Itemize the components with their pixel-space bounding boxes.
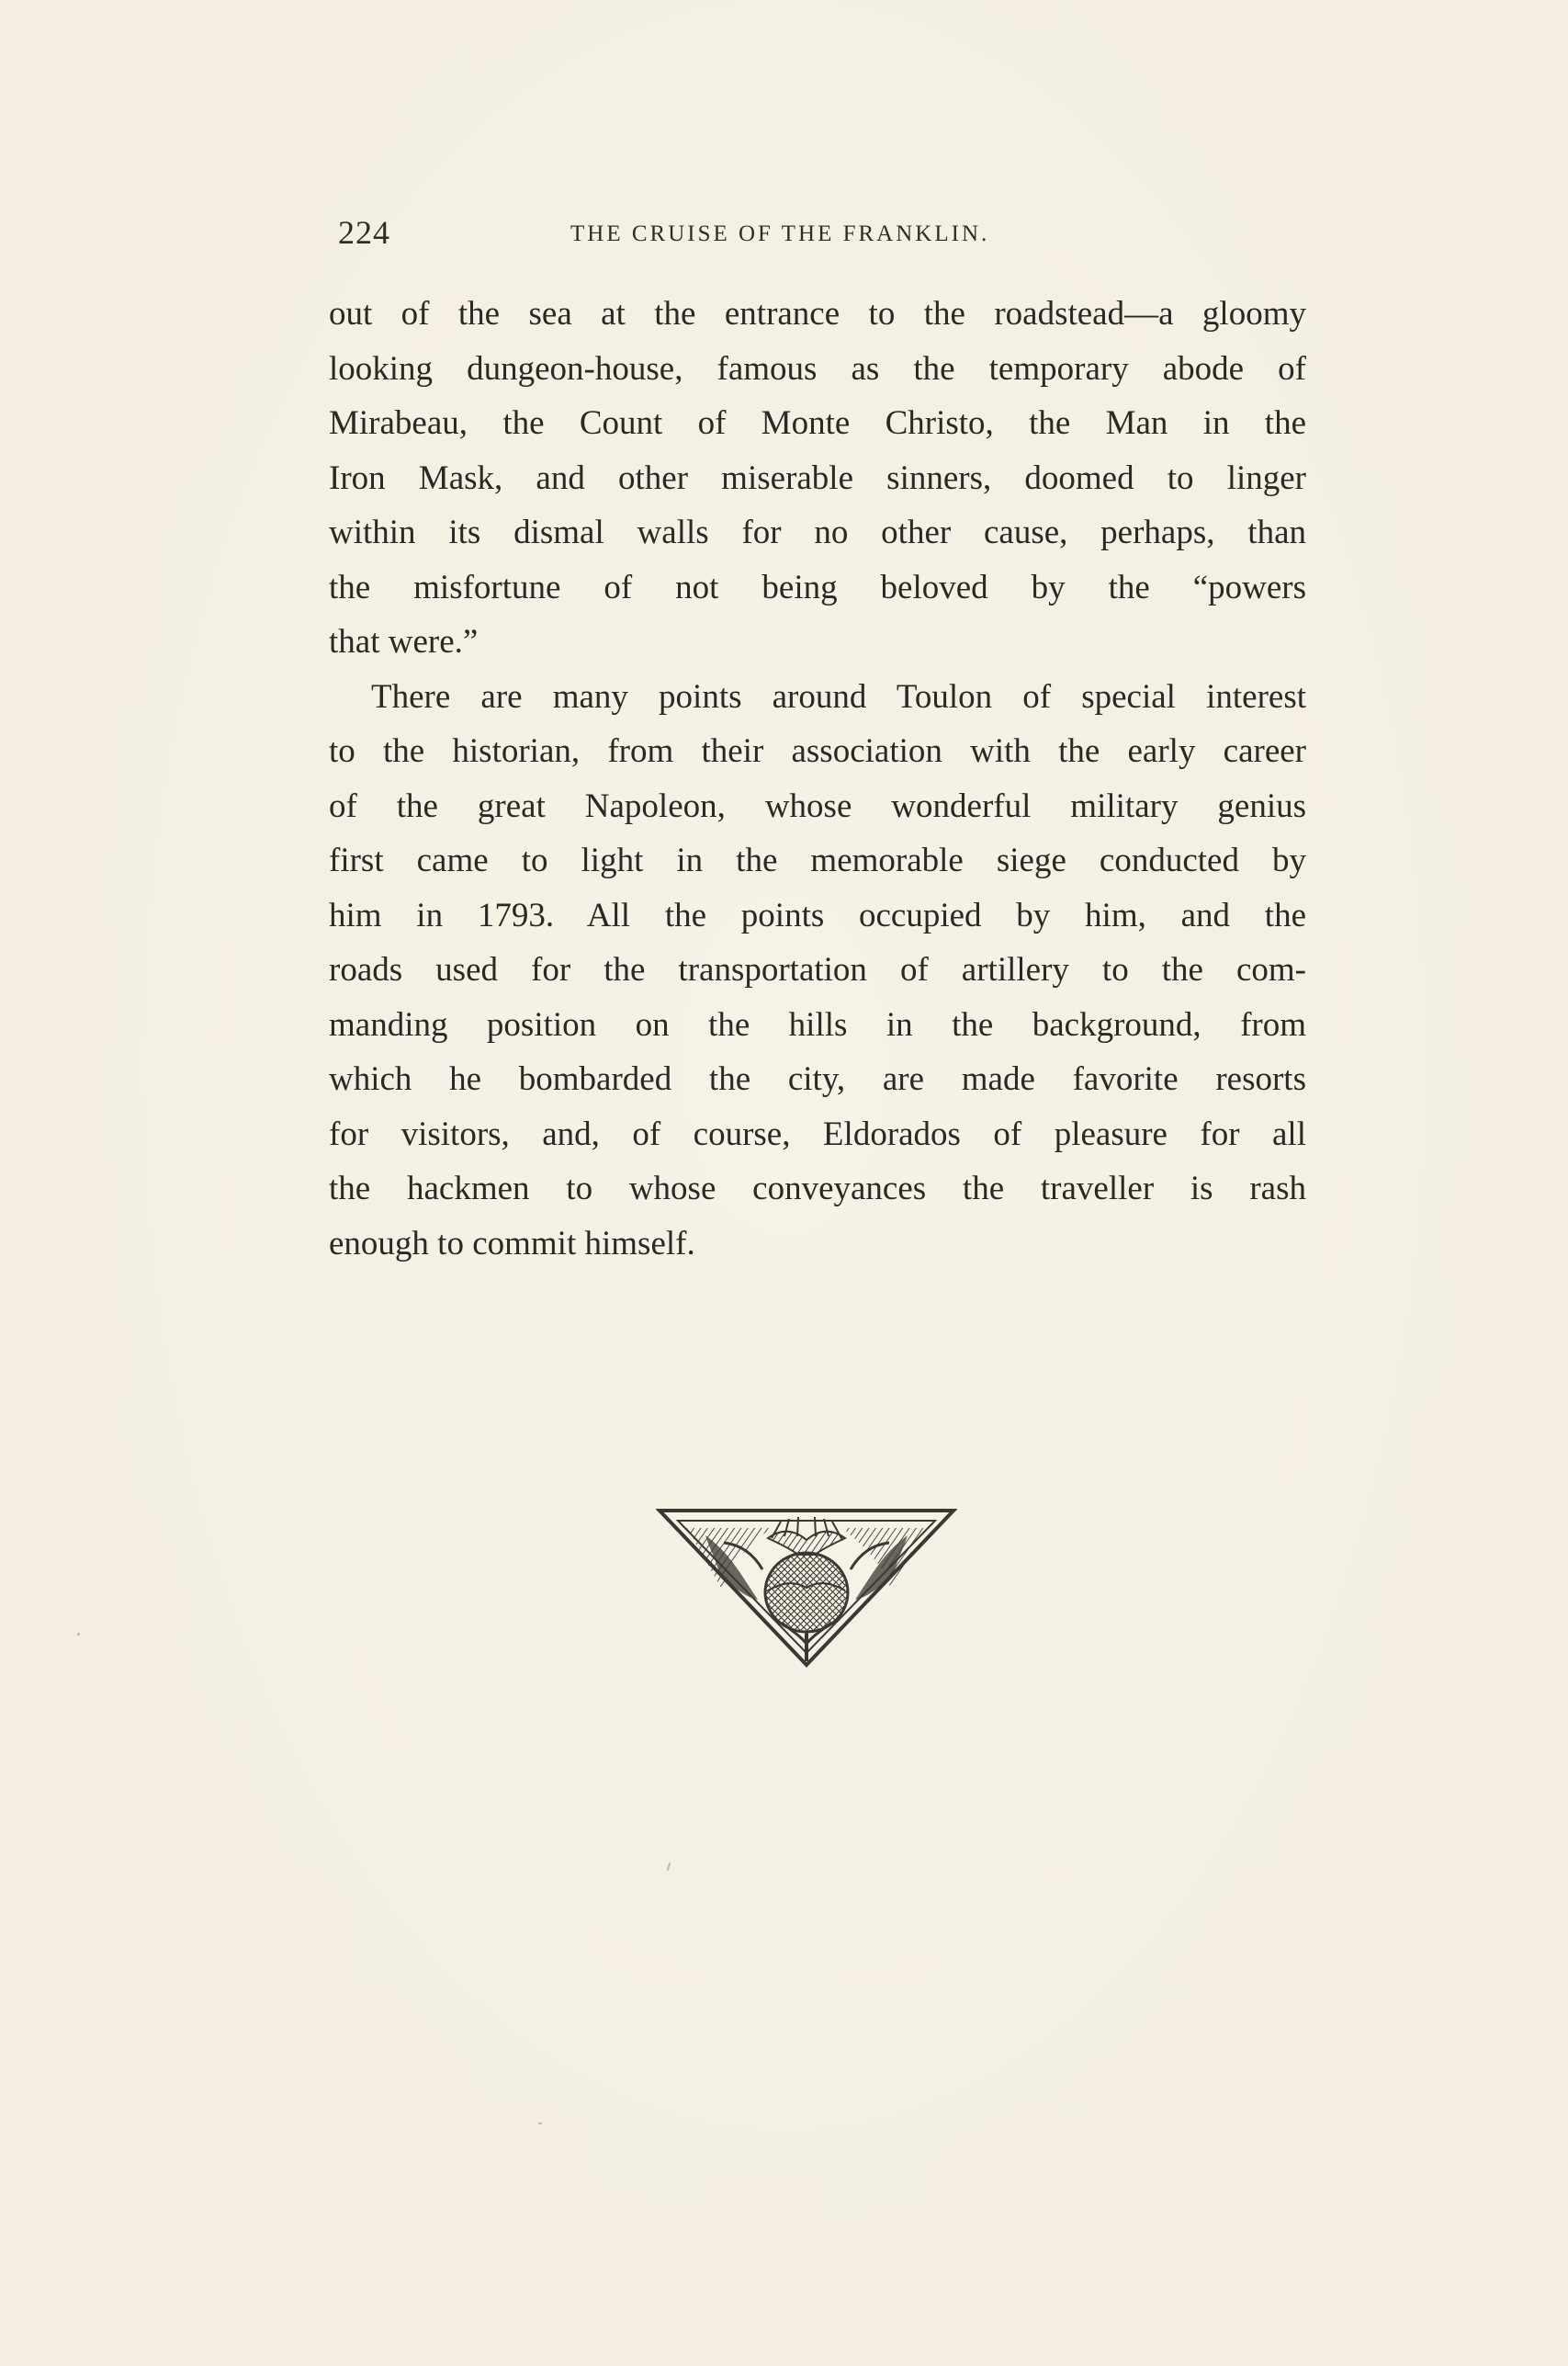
paper-speck — [77, 1633, 80, 1636]
text-line: within its dismal walls for no other cause, perhaps, than — [329, 514, 1306, 551]
text-line: Mirabeau, the Count of Monte Christo, the Man in the — [329, 404, 1306, 442]
text-line: first came to light in the memorable siege conducted by — [329, 842, 1306, 879]
text-line: There are many points around Toulon of special interest — [371, 677, 1306, 716]
text-line: roads used for the transportation of artillery to the com- — [329, 951, 1306, 989]
paper-speck — [667, 1862, 671, 1871]
running-title: THE CRUISE OF THE FRANKLIN. — [570, 221, 990, 246]
thistle-triangle-ornament-icon — [656, 1505, 957, 1670]
text-line: the hackmen to whose conveyances the traveller is rash — [329, 1170, 1306, 1207]
text-line: looking dungeon-house, famous as the temporary abode of — [329, 349, 1306, 388]
running-head — [338, 213, 1312, 259]
text-line: the misfortune of not being beloved by the “powers — [329, 568, 1306, 606]
text-line: which he bombarded the city, are made favorite resorts — [329, 1060, 1306, 1098]
text-line: Iron Mask, and other miserable sinners, doomed to linger — [329, 458, 1306, 497]
text-line: enough to commit himself. — [329, 1224, 695, 1262]
page-number: 224 — [338, 214, 390, 251]
paper-speck — [538, 2123, 542, 2124]
text-line: out of the sea at the entrance to the roadstead—a gloomy — [329, 295, 1306, 333]
text-line: to the historian, from their association with the early career — [329, 732, 1306, 770]
body-text — [329, 287, 1306, 1271]
text-line: for visitors, and, of course, Eldorados of pleasure for all — [329, 1115, 1306, 1153]
text-line: him in 1793. All the points occupied by him, and the — [329, 896, 1306, 934]
text-line: manding position on the hills in the background, from — [329, 1005, 1306, 1044]
text-line: that were.” — [329, 623, 479, 661]
text-line: of the great Napoleon, whose wonderful military genius — [329, 787, 1306, 825]
